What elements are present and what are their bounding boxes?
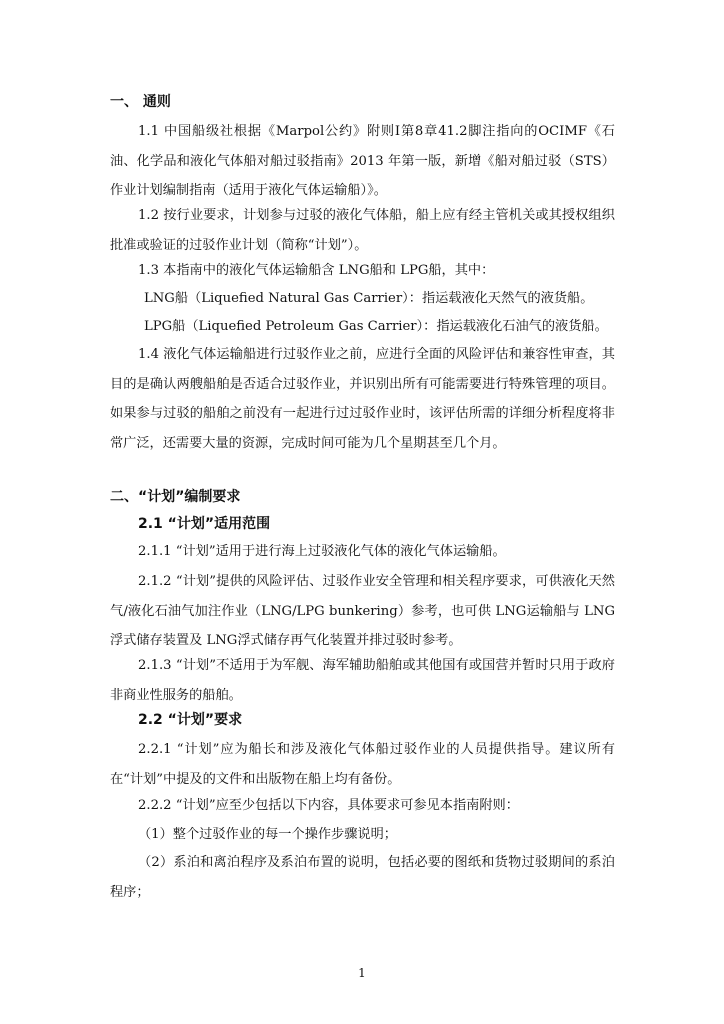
- list-item-2: （2）系泊和离泊程序及系泊布置的说明，包括必要的图纸和货物过驳期间的系泊程序；: [110, 855, 615, 900]
- paragraph-1-2: 1.2 按行业要求，计划参与过驳的液化气体船，船上应有经主管机关或其授权组织批准或验证的过驳作业计划（简称“计划”）。: [110, 208, 615, 253]
- section-2-2-heading: 2.2 “计划”要求: [138, 712, 243, 728]
- list-item-1: （1）整个过驳作业的每一个操作步骤说明；: [138, 827, 397, 842]
- lpg-definition: LPG船（Liquefied Petroleum Gas Carrier）：指运载液化石油气的液货船。: [144, 319, 608, 334]
- paragraph-2-2-2: 2.2.2 “计划”应至少包括以下内容，具体要求可参见本指南附则：: [138, 798, 519, 813]
- paragraph-2-1-3: 2.1.3 “计划”不适用于为军舰、海军辅助船舶或其他国有或国营并暂时只用于政府非商业性服务的船舶。: [110, 658, 615, 703]
- paragraph-2-1-2: 2.1.2 “计划”提供的风险评估、过驳作业安全管理和相关程序要求，可供液化天然气/液化石油气加注作业（LNG/LPG bunkering）参考，也可供 LNG运输船与 LNG浮式储存装置及 LNG浮式储存再气化装置并排过驳时参考。: [110, 574, 615, 648]
- section-2-1-heading: 2.1 “计划”适用范围: [138, 516, 271, 532]
- section-2-heading: 二、“计划”编制要求: [110, 489, 241, 505]
- page-number: 1: [358, 966, 366, 980]
- paragraph-1-4: 1.4 液化气体运输船进行过驳作业之前，应进行全面的风险评估和兼容性审查，其目的是确认两艘船舶是否适合过驳作业，并识别出所有可能需要进行特殊管理的项目。如果参与过驳的船舶之前没有一起进行过过驳作业时，该评估所需的详细分析程度将非常广泛，还需要大量的资源，完成时间可能为几个星期甚至几个月。: [110, 347, 615, 451]
- paragraph-2-1-1: 2.1.1 “计划”适用于进行海上过驳液化气体的液化气体运输船。: [138, 544, 506, 559]
- paragraph-1-3: 1.3 本指南中的液化气体运输船含 LNG船和 LPG船，其中：: [138, 263, 495, 278]
- lng-definition: LNG船（Liquefied Natural Gas Carrier）：指运载液化天然气的液货船。: [144, 291, 594, 306]
- paragraph-2-2-1: 2.2.1 “计划”应为船长和涉及液化气体船过驳作业的人员提供指导。建议所有在“计划”中提及的文件和出版物在船上均有备份。: [110, 742, 615, 787]
- paragraph-1-1: 1.1 中国船级社根据《Marpol公约》附则I第8章41.2脚注指向的OCIMF《石油、化学品和液化气体船对船过驳指南》2013 年第一版，新增《船对船过驳（STS）作业计划编制指南（适用于液化气体运输船）》。: [110, 124, 615, 198]
- section-1-heading: 一、 通则: [110, 94, 171, 110]
